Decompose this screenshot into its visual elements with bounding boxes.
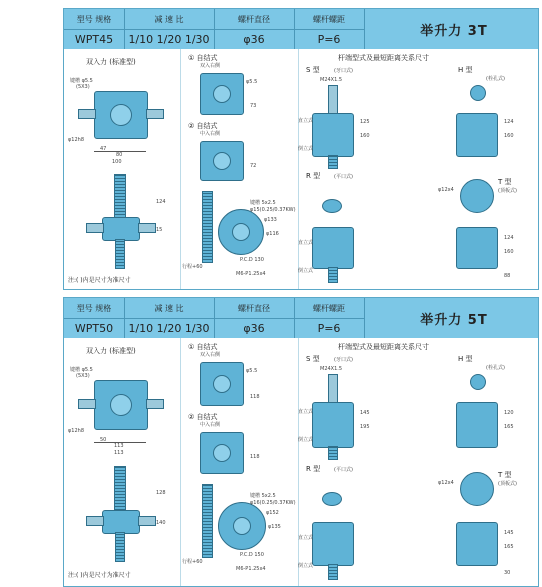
type-h-label: H 型 xyxy=(458,66,473,74)
rod-end-eye xyxy=(470,374,486,390)
type-s-label: S 型 xyxy=(306,66,320,74)
type-t-sub: (顶板式) xyxy=(498,481,517,487)
dim-label: 113 xyxy=(114,450,124,456)
dim-label: φ133 xyxy=(264,217,277,223)
lift-capacity: 举升力 3T xyxy=(420,23,488,39)
screw-rod xyxy=(115,532,125,562)
screw-rod xyxy=(328,155,338,169)
type-t-label: T 型 xyxy=(498,178,512,186)
top-plate xyxy=(460,472,494,506)
divider xyxy=(64,29,364,30)
spec-header xyxy=(64,298,538,338)
type-h-label: H 型 xyxy=(458,355,473,363)
dim-label: 160 xyxy=(504,133,514,139)
dim-label: 125 xyxy=(360,119,370,125)
dim-label: φ135 xyxy=(268,524,281,530)
input-shaft xyxy=(78,109,96,119)
screw-rod xyxy=(328,446,338,460)
dim-label: 47 xyxy=(100,146,107,152)
spec-header xyxy=(64,9,538,49)
jack-upright xyxy=(456,113,498,157)
model-value: WPT50 xyxy=(74,321,114,335)
dim-label: 15 xyxy=(156,227,163,233)
screw-dia-value: φ36 xyxy=(243,32,265,46)
footnote: 注:( )内是尺寸为准尺寸 xyxy=(68,277,131,284)
dim-label: φ12x4 xyxy=(438,480,454,486)
type-r-sub: (平口式) xyxy=(334,174,353,180)
dim-label: 118 xyxy=(250,454,260,460)
side-label: 直立式 xyxy=(298,240,314,246)
input-shaft xyxy=(146,109,164,119)
dim-label: 124 xyxy=(504,119,514,125)
side-label: 直立式 xyxy=(298,535,314,541)
dim-label: 73 xyxy=(250,103,257,109)
rod-end xyxy=(328,85,338,115)
panel-rod-end-types xyxy=(298,49,538,289)
ratio-value: 1/10 1/20 1/30 xyxy=(128,32,210,46)
pitch-value: P=6 xyxy=(317,321,341,335)
side-label: 直立式 xyxy=(298,118,314,124)
dim-label: φ5.5 xyxy=(246,79,258,85)
jack-upright xyxy=(456,227,498,269)
type-s-sub: (牙口式) xyxy=(334,68,353,74)
rod-end-eye xyxy=(470,85,486,101)
panel-standard xyxy=(64,338,181,586)
jack-upright xyxy=(312,522,354,566)
dim-label: φ12h8 xyxy=(68,428,85,434)
dim-label: 72 xyxy=(250,163,257,169)
model-label: 型号 规格 xyxy=(76,303,112,313)
dim-label: φ116 xyxy=(266,231,279,237)
screw-circle xyxy=(213,375,231,393)
model-value: WPT45 xyxy=(74,32,114,46)
dim-label: 128 xyxy=(156,490,166,496)
dim-label: 80 xyxy=(116,152,123,158)
input-shaft xyxy=(138,223,156,233)
option-title: ① 自结式 xyxy=(188,343,218,351)
jack-upright xyxy=(456,402,498,448)
option-subtitle: 双入右侧 xyxy=(200,63,221,69)
dim-label: 124 xyxy=(156,199,166,205)
dim-label: 行程+60 xyxy=(182,264,203,270)
dim-label: 键槽 φ5.5 xyxy=(70,78,93,84)
type-t-sub: (顶板式) xyxy=(498,188,517,194)
option-subtitle: 中入右侧 xyxy=(200,422,221,428)
dim-label: 120 xyxy=(504,410,514,416)
flat-end-top xyxy=(322,199,342,213)
screw-rod xyxy=(115,239,125,269)
flange-bore xyxy=(233,517,251,535)
dim-label: 行程+60 xyxy=(182,559,203,565)
ratio-label: 减 速 比 xyxy=(154,303,184,313)
option-subtitle: 中入右侧 xyxy=(200,131,221,137)
screw-circle xyxy=(213,444,231,462)
ratio-label: 减 速 比 xyxy=(154,14,184,24)
gearbox-side-view xyxy=(102,217,140,241)
pitch-label: 螺杆螺距 xyxy=(313,303,345,313)
pitch-value: P=6 xyxy=(317,32,341,46)
option-subtitle: 双入右侧 xyxy=(200,352,221,358)
lift-capacity: 举升力 5T xyxy=(420,312,488,328)
screw-rod xyxy=(202,484,213,558)
screw-dia-value: φ36 xyxy=(243,321,265,335)
dim-label: (5X3) xyxy=(76,373,90,379)
dim-label: φ12x4 xyxy=(438,187,454,193)
dim-label: 100 xyxy=(112,159,122,165)
dim-label: 113 xyxy=(114,443,124,449)
screw-rod xyxy=(114,466,126,513)
screw-rod xyxy=(114,174,126,221)
dim-label: 88 xyxy=(504,273,511,279)
gearbox-side-view xyxy=(102,510,140,534)
dim-label: φ12h8 xyxy=(68,137,85,143)
panel-self-locking xyxy=(180,49,299,289)
screw-rod xyxy=(328,564,338,580)
panel-title: 双入力 (标准型) xyxy=(86,347,136,355)
type-r-label: R 型 xyxy=(306,172,321,180)
type-r-sub: (平口式) xyxy=(334,467,353,473)
flat-end-top xyxy=(322,492,342,506)
input-shaft xyxy=(146,399,164,409)
type-h-sub: (栓孔式) xyxy=(486,365,505,371)
dim-label: 50 xyxy=(100,437,107,443)
dim-label: 160 xyxy=(504,249,514,255)
type-t-label: T 型 xyxy=(498,471,512,479)
jack-upright xyxy=(312,227,354,269)
input-shaft xyxy=(86,223,104,233)
type-r-label: R 型 xyxy=(306,465,321,473)
dim-label: 145 xyxy=(504,530,514,536)
input-shaft xyxy=(86,516,104,526)
side-label: 倒立式 xyxy=(298,146,314,152)
dim-label: 195 xyxy=(360,424,370,430)
thread-spec: M24X1.5 xyxy=(320,77,343,83)
dim-label: 160 xyxy=(360,133,370,139)
divider xyxy=(364,9,365,49)
screw-circle xyxy=(110,394,132,416)
dim-label: P.C.D 150 xyxy=(240,552,264,558)
screw-circle xyxy=(213,85,231,103)
screw-rod xyxy=(202,191,213,263)
panel-standard xyxy=(64,49,181,289)
panel-title: 双入力 (标准型) xyxy=(86,58,136,66)
screw-dia-label: 螺杆直径 xyxy=(238,303,270,313)
jack-upright xyxy=(312,402,354,448)
side-label: 直立式 xyxy=(298,409,314,415)
option-title: ① 自结式 xyxy=(188,54,218,62)
dim-label: 140 xyxy=(156,520,166,526)
ratio-value: 1/10 1/20 1/30 xyxy=(128,321,210,335)
panel-rod-end-types xyxy=(298,338,538,586)
dim-label: 165 xyxy=(504,424,514,430)
type-h-sub: (栓孔式) xyxy=(486,76,505,82)
type-s-label: S 型 xyxy=(306,355,320,363)
dim-label: 键槽 5x2.5 xyxy=(250,200,276,206)
dim-label: 键槽 5x2.5 xyxy=(250,493,276,499)
jack-upright xyxy=(312,113,354,157)
divider xyxy=(64,318,364,319)
jack-upright xyxy=(456,522,498,566)
dim-label: 124 xyxy=(504,235,514,241)
panel-self-locking xyxy=(180,338,299,586)
dim-label: φ152 xyxy=(266,510,279,516)
dim-label: 145 xyxy=(360,410,370,416)
spec-sheet-wpt45 xyxy=(63,8,539,290)
panel-title: 杆端型式及最短距离关系尺寸 xyxy=(338,343,429,351)
dim-label: P.C.D 130 xyxy=(240,257,264,263)
side-label: 倒立式 xyxy=(298,563,314,569)
thread-spec: M24X1.5 xyxy=(320,366,343,372)
dim-label: 键槽 φ5.5 xyxy=(70,367,93,373)
dim-label: M6-P1.25x4 xyxy=(236,566,266,572)
screw-dia-label: 螺杆直径 xyxy=(238,14,270,24)
panel-title: 杆端型式及最短距离关系尺寸 xyxy=(338,54,429,62)
rod-end xyxy=(328,374,338,404)
spec-sheet-wpt50 xyxy=(63,297,539,587)
dim-label: φ15(0.25/0.37KW) xyxy=(250,207,296,213)
flange-bore xyxy=(232,223,250,241)
divider xyxy=(364,298,365,338)
side-label: 倒立式 xyxy=(298,437,314,443)
option-title: ② 自结式 xyxy=(188,413,218,421)
dim-label: φ16(0.25/0.37KW) xyxy=(250,500,296,506)
side-label: 倒立式 xyxy=(298,268,314,274)
dim-label: 118 xyxy=(250,394,260,400)
dim-label: 165 xyxy=(504,544,514,550)
dim-label: φ5.5 xyxy=(246,368,258,374)
dim-label: M6-P1.25x4 xyxy=(236,271,266,277)
dim-label: (5X3) xyxy=(76,84,90,90)
screw-rod xyxy=(328,267,338,283)
input-shaft xyxy=(138,516,156,526)
model-label: 型号 规格 xyxy=(76,14,112,24)
pitch-label: 螺杆螺距 xyxy=(313,14,345,24)
screw-circle xyxy=(110,104,132,126)
dim-label: 30 xyxy=(504,570,511,576)
option-title: ② 自结式 xyxy=(188,122,218,130)
screw-circle xyxy=(213,152,231,170)
type-s-sub: (牙口式) xyxy=(334,357,353,363)
footnote: 注:( )内是尺寸为准尺寸 xyxy=(68,572,131,579)
input-shaft xyxy=(78,399,96,409)
top-plate xyxy=(460,179,494,213)
